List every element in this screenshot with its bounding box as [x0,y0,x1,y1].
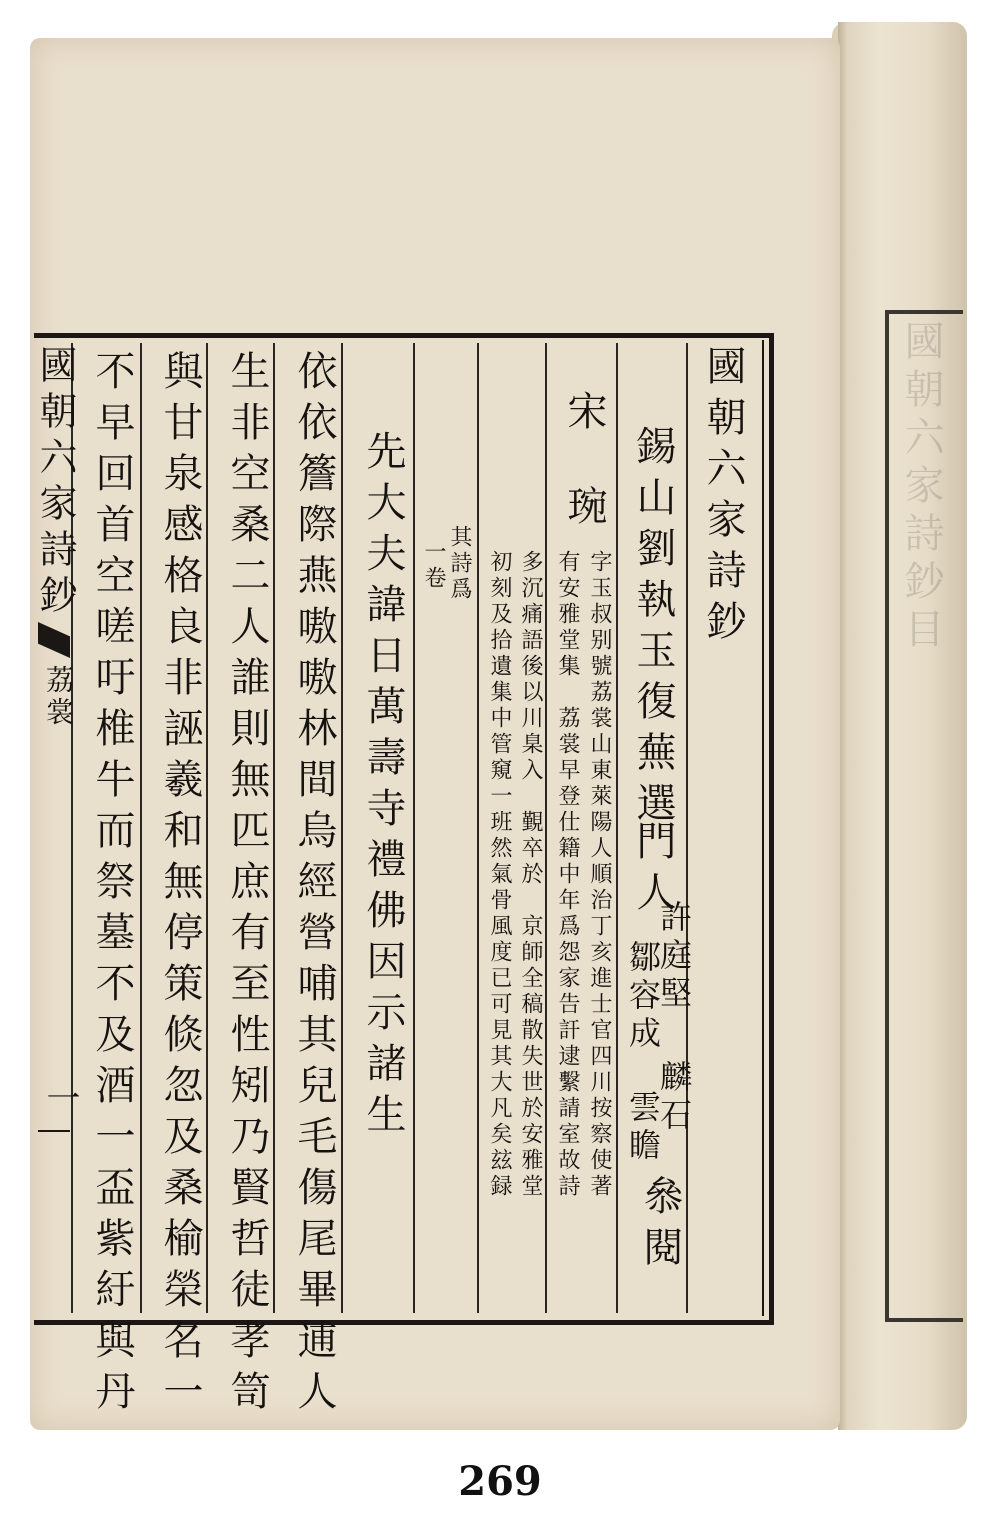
margin-page: 一 [40,1080,80,1114]
disciples-label: 門人 [630,820,676,922]
column-rule [545,343,547,1313]
bio-line: 字玉叔别號荔裳山東萊陽人順治丁亥進士官四川按察使著 [587,550,612,1200]
collated-label: 叅閱 [637,1175,683,1277]
bio-line: 多沉痛語後以川臬入 覲卒於 京師全稿散失世於安雅堂 [518,550,543,1200]
bio-line: 其詩爲 [447,525,472,603]
poem-line: 依依簷際燕嗷嗷林間烏經營哺其兒毛傷尾畢逋人 [291,350,337,1421]
margin-rule [38,1130,70,1132]
poem-line: 與甘泉感格良非誣羲和無停策倐忽及桑榆榮名一 [157,350,203,1421]
column-rule [477,343,479,1313]
bio-line: 一卷 [421,540,446,592]
proofreader-right: 許庭堅 [655,900,693,1014]
column-rule [413,343,415,1313]
poet-surname: 宋 [561,390,607,441]
bio-line: 初刻及拾遺集中管窺一班然氣骨風度已可見其大凡矣玆録 [487,550,512,1200]
book-title: 國朝六家詩鈔 [700,345,746,651]
margin-poet: 荔裳 [42,665,75,729]
poem-title: 先大夫諱日萬壽寺禮佛因示諸生 [360,430,406,1144]
column-rule [686,343,688,1313]
compiler-line: 錫山劉執玉復蕪選 [630,425,676,833]
page-number: 269 [458,1458,542,1505]
margin-book-title: 國朝六家詩鈔 [33,345,77,621]
spine-ghost-text: 國朝六家詩鈔目 [898,320,944,656]
proofreader-left: 鄒容成 [624,940,662,1054]
proofreader-right-style: 麟石 [655,1060,693,1136]
poet-given-name: 琬 [561,485,607,536]
poem-line: 不早回首空嗟吁椎牛而祭墓不及酒一盃紫紆與丹 [89,350,135,1421]
bio-line: 有安雅堂集 荔裳早登仕籍中年爲怨家告訐逮繫請室故詩 [555,550,580,1200]
poem-line: 生非空桑二人誰則無匹庶有至性矧乃賢哲徒孝笥 [224,350,270,1421]
column-rule [616,343,618,1313]
proofreader-left-style: 雲瞻 [624,1090,662,1166]
